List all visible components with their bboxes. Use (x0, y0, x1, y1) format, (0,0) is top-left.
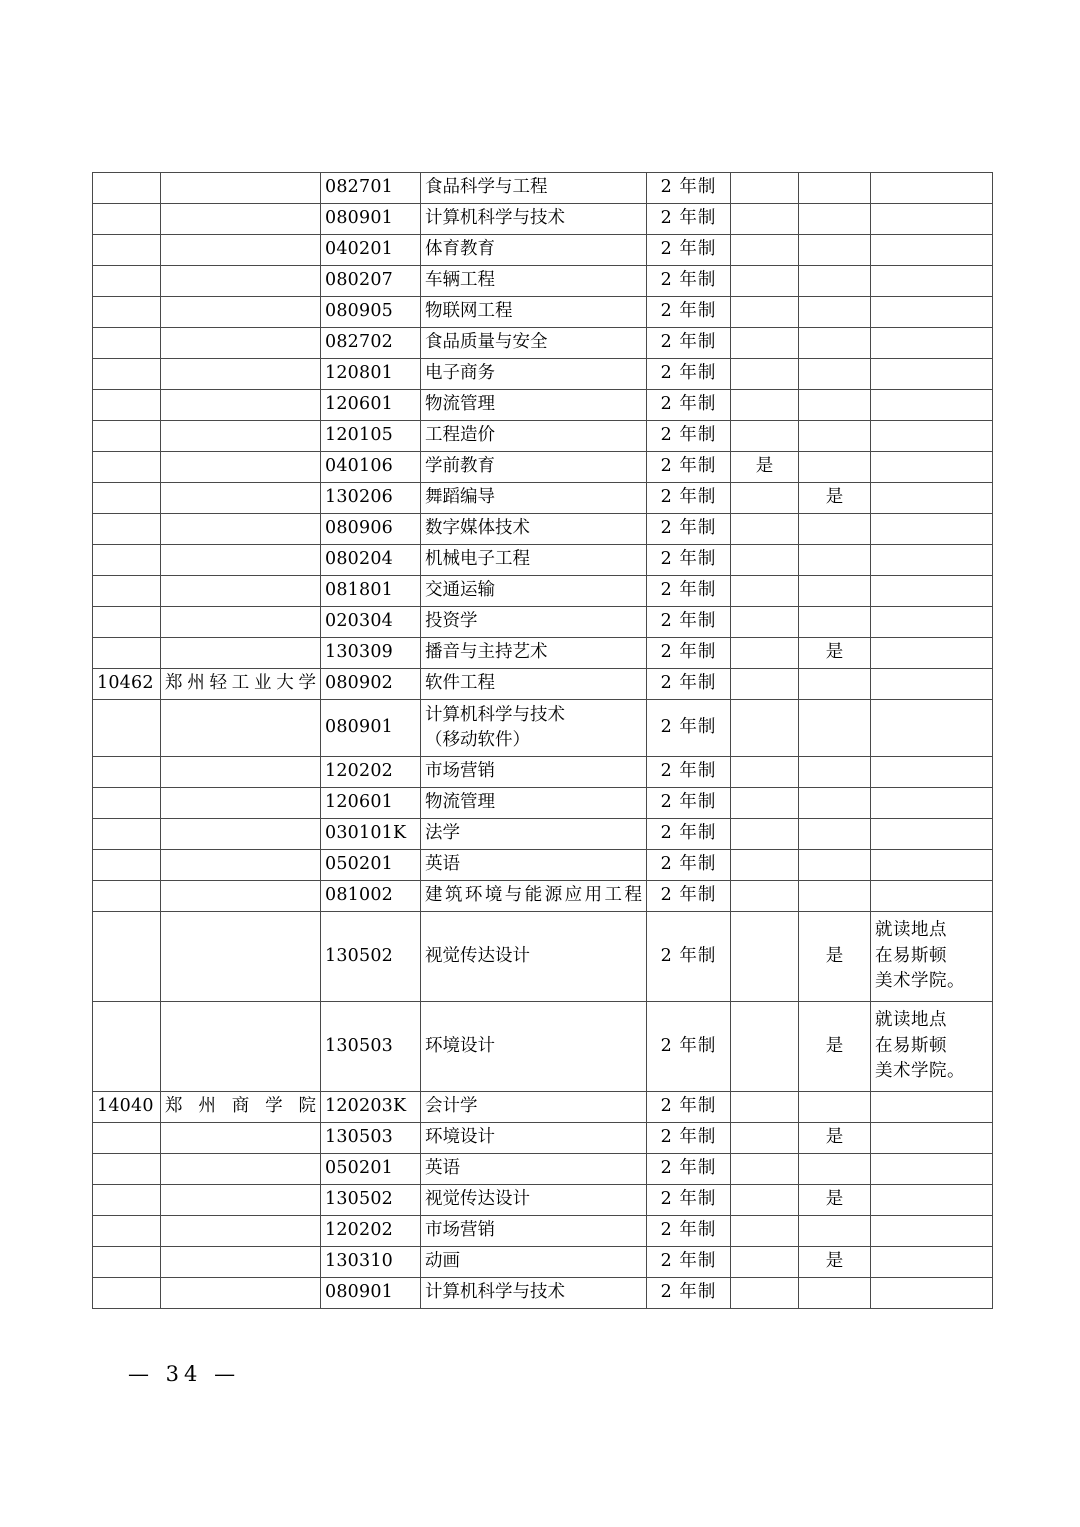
cell-institution-code (93, 514, 161, 545)
cell-art-flag (799, 881, 871, 912)
cell-study-length: 2 年制 (647, 1002, 731, 1092)
cell-remark (871, 235, 993, 266)
cell-normal-flag (731, 757, 799, 788)
table-row (93, 669, 993, 700)
cell-remark (871, 1216, 993, 1247)
cell-institution-code (93, 297, 161, 328)
cell-normal-flag (731, 235, 799, 266)
cell-art-flag (799, 514, 871, 545)
cell-institution-name (161, 390, 321, 421)
cell-remark-line: 就读地点 (875, 1010, 947, 1031)
cell-art-flag (799, 390, 871, 421)
cell-institution-code (93, 452, 161, 483)
cell-institution-name: 郑州商学院 (161, 1092, 321, 1123)
cell-study-length: 2 年制 (647, 1216, 731, 1247)
cell-institution-code (93, 1185, 161, 1216)
cell-institution-code (93, 1123, 161, 1154)
cell-art-flag (799, 1278, 871, 1309)
cell-institution-code (93, 545, 161, 576)
cell-study-length: 2 年制 (647, 850, 731, 881)
table-row (93, 421, 993, 452)
cell-institution-code (93, 359, 161, 390)
table-row (93, 390, 993, 421)
cell-institution-name (161, 545, 321, 576)
cell-institution-code (93, 757, 161, 788)
cell-art-flag (799, 1216, 871, 1247)
cell-major-code: 040201 (321, 235, 421, 266)
cell-major-code: 130503 (321, 1002, 421, 1092)
cell-normal-flag (731, 607, 799, 638)
cell-institution-name (161, 266, 321, 297)
cell-major-name: 软件工程 (421, 669, 647, 700)
cell-remark (871, 390, 993, 421)
cell-major-code: 081801 (321, 576, 421, 607)
cell-major-name: 英语 (421, 850, 647, 881)
cell-normal-flag (731, 1154, 799, 1185)
cell-institution-code (93, 576, 161, 607)
table-row (93, 235, 993, 266)
cell-major-name: 舞蹈编导 (421, 483, 647, 514)
cell-institution-name (161, 359, 321, 390)
cell-institution-code (93, 1154, 161, 1185)
cell-institution-name (161, 1154, 321, 1185)
cell-art-flag (799, 328, 871, 359)
cell-institution-code (93, 390, 161, 421)
cell-major-name: 学前教育 (421, 452, 647, 483)
cell-institution-name (161, 1216, 321, 1247)
cell-study-length: 2 年制 (647, 452, 731, 483)
cell-study-length: 2 年制 (647, 700, 731, 757)
cell-institution-code (93, 1278, 161, 1309)
table-row (93, 700, 993, 757)
cell-institution-code (93, 881, 161, 912)
cell-art-flag (799, 757, 871, 788)
table-row (93, 607, 993, 638)
cell-institution-name (161, 700, 321, 757)
cell-major-name: 英语 (421, 1154, 647, 1185)
cell-major-code: 130503 (321, 1123, 421, 1154)
cell-institution-name (161, 514, 321, 545)
table-row (93, 359, 993, 390)
table-row (93, 1123, 993, 1154)
cell-study-length: 2 年制 (647, 514, 731, 545)
table-row (93, 452, 993, 483)
cell-remark (871, 452, 993, 483)
cell-art-flag (799, 266, 871, 297)
cell-normal-flag (731, 359, 799, 390)
table-row (93, 912, 993, 1002)
cell-study-length: 2 年制 (647, 1247, 731, 1278)
cell-major-name: 会计学 (421, 1092, 647, 1123)
cell-institution-name (161, 328, 321, 359)
table-row (93, 757, 993, 788)
table-row (93, 328, 993, 359)
cell-remark (871, 173, 993, 204)
cell-major-name (421, 700, 647, 757)
cell-institution-code: 10462 (93, 669, 161, 700)
cell-remark (871, 204, 993, 235)
cell-art-flag (799, 204, 871, 235)
cell-normal-flag (731, 1278, 799, 1309)
cell-remark (871, 266, 993, 297)
cell-major-name: 机械电子工程 (421, 545, 647, 576)
cell-study-length: 2 年制 (647, 421, 731, 452)
cell-major-name: 视觉传达设计 (421, 1185, 647, 1216)
cell-institution-name (161, 483, 321, 514)
cell-major-name: 视觉传达设计 (421, 912, 647, 1002)
cell-institution-name (161, 607, 321, 638)
table-row (93, 204, 993, 235)
cell-institution-name (161, 576, 321, 607)
table-row (93, 483, 993, 514)
cell-normal-flag (731, 788, 799, 819)
cell-remark (871, 1278, 993, 1309)
cell-art-flag: 是 (799, 1002, 871, 1092)
cell-institution-name (161, 1002, 321, 1092)
cell-major-code: 120601 (321, 788, 421, 819)
cell-remark (871, 328, 993, 359)
cell-normal-flag: 是 (731, 452, 799, 483)
cell-major-code: 080905 (321, 297, 421, 328)
cell-normal-flag (731, 328, 799, 359)
cell-remark (871, 607, 993, 638)
table-row (93, 1216, 993, 1247)
cell-institution-name (161, 881, 321, 912)
cell-remark (871, 1123, 993, 1154)
cell-institution-code (93, 850, 161, 881)
cell-institution-code (93, 1002, 161, 1092)
cell-institution-code (93, 700, 161, 757)
cell-study-length: 2 年制 (647, 173, 731, 204)
cell-study-length: 2 年制 (647, 912, 731, 1002)
cell-remark (871, 297, 993, 328)
cell-study-length: 2 年制 (647, 297, 731, 328)
cell-remark-line: 就读地点 (875, 920, 947, 941)
cell-major-name: 环境设计 (421, 1123, 647, 1154)
cell-normal-flag (731, 1247, 799, 1278)
cell-study-length: 2 年制 (647, 390, 731, 421)
cell-major-code: 080204 (321, 545, 421, 576)
cell-major-name: 市场营销 (421, 1216, 647, 1247)
cell-normal-flag (731, 1185, 799, 1216)
table-row (93, 545, 993, 576)
cell-institution-name (161, 788, 321, 819)
cell-major-code: 080901 (321, 700, 421, 757)
cell-remark-line: 美术学院。 (875, 971, 965, 992)
cell-normal-flag (731, 483, 799, 514)
cell-study-length: 2 年制 (647, 204, 731, 235)
cell-major-name: 食品质量与安全 (421, 328, 647, 359)
cell-major-code: 082701 (321, 173, 421, 204)
cell-institution-code (93, 788, 161, 819)
cell-normal-flag (731, 576, 799, 607)
cell-major-name-line: （移动软件） (425, 730, 530, 750)
cell-study-length: 2 年制 (647, 359, 731, 390)
cell-study-length: 2 年制 (647, 638, 731, 669)
cell-institution-name (161, 1278, 321, 1309)
cell-study-length: 2 年制 (647, 1185, 731, 1216)
cell-art-flag (799, 669, 871, 700)
table-row (93, 1092, 993, 1123)
cell-art-flag (799, 850, 871, 881)
cell-art-flag (799, 607, 871, 638)
cell-art-flag (799, 819, 871, 850)
cell-major-name: 体育教育 (421, 235, 647, 266)
table-row (93, 1247, 993, 1278)
cell-major-name: 投资学 (421, 607, 647, 638)
cell-normal-flag (731, 912, 799, 1002)
cell-major-code: 080207 (321, 266, 421, 297)
cell-major-name: 工程造价 (421, 421, 647, 452)
cell-art-flag (799, 1092, 871, 1123)
cell-major-name: 物联网工程 (421, 297, 647, 328)
cell-major-code: 050201 (321, 850, 421, 881)
cell-normal-flag (731, 266, 799, 297)
cell-major-code: 130502 (321, 1185, 421, 1216)
cell-art-flag (799, 576, 871, 607)
cell-remark (871, 514, 993, 545)
cell-major-name: 法学 (421, 819, 647, 850)
cell-institution-code: 14040 (93, 1092, 161, 1123)
table-row (93, 1002, 993, 1092)
cell-remark (871, 669, 993, 700)
cell-art-flag: 是 (799, 638, 871, 669)
cell-major-name: 建筑环境与能源应用工程 (421, 881, 647, 912)
cell-normal-flag (731, 204, 799, 235)
cell-institution-name (161, 1185, 321, 1216)
table-row (93, 819, 993, 850)
cell-remark (871, 638, 993, 669)
cell-art-flag: 是 (799, 1247, 871, 1278)
cell-normal-flag (731, 819, 799, 850)
cell-art-flag (799, 788, 871, 819)
cell-institution-code (93, 173, 161, 204)
cell-institution-name (161, 912, 321, 1002)
cell-major-code: 080901 (321, 1278, 421, 1309)
table-row (93, 297, 993, 328)
cell-major-name: 电子商务 (421, 359, 647, 390)
table-row (93, 576, 993, 607)
cell-remark (871, 881, 993, 912)
table-row (93, 173, 993, 204)
cell-remark (871, 1002, 993, 1092)
cell-study-length: 2 年制 (647, 1092, 731, 1123)
cell-major-code: 120601 (321, 390, 421, 421)
cell-institution-code (93, 235, 161, 266)
cell-art-flag: 是 (799, 1185, 871, 1216)
cell-art-flag (799, 235, 871, 266)
cell-institution-code (93, 328, 161, 359)
cell-institution-code (93, 421, 161, 452)
cell-study-length: 2 年制 (647, 545, 731, 576)
cell-institution-name (161, 1123, 321, 1154)
cell-remark-line: 在易斯顿 (875, 945, 947, 966)
cell-major-name: 交通运输 (421, 576, 647, 607)
cell-major-name: 播音与主持艺术 (421, 638, 647, 669)
cell-normal-flag (731, 545, 799, 576)
cell-institution-name (161, 421, 321, 452)
cell-major-code: 130310 (321, 1247, 421, 1278)
program-table (92, 172, 993, 1309)
cell-institution-name (161, 235, 321, 266)
cell-institution-name: 郑州轻工业大学 (161, 669, 321, 700)
cell-art-flag (799, 173, 871, 204)
cell-major-code: 082702 (321, 328, 421, 359)
cell-major-name-line: 计算机科学与技术 (425, 704, 565, 725)
cell-normal-flag (731, 421, 799, 452)
cell-remark (871, 421, 993, 452)
table-row (93, 266, 993, 297)
cell-remark (871, 757, 993, 788)
table-row (93, 1185, 993, 1216)
cell-remark (871, 912, 993, 1002)
cell-normal-flag (731, 1123, 799, 1154)
cell-study-length: 2 年制 (647, 483, 731, 514)
cell-study-length: 2 年制 (647, 266, 731, 297)
table-row (93, 638, 993, 669)
cell-institution-name (161, 1247, 321, 1278)
cell-major-code: 050201 (321, 1154, 421, 1185)
cell-institution-name (161, 819, 321, 850)
cell-study-length: 2 年制 (647, 669, 731, 700)
cell-remark (871, 1154, 993, 1185)
cell-major-code: 081002 (321, 881, 421, 912)
cell-remark (871, 850, 993, 881)
cell-institution-code (93, 638, 161, 669)
cell-remark (871, 700, 993, 757)
cell-major-name: 食品科学与工程 (421, 173, 647, 204)
cell-institution-name (161, 757, 321, 788)
cell-normal-flag (731, 850, 799, 881)
cell-study-length: 2 年制 (647, 607, 731, 638)
cell-study-length: 2 年制 (647, 1154, 731, 1185)
cell-art-flag (799, 297, 871, 328)
cell-normal-flag (731, 700, 799, 757)
cell-normal-flag (731, 1002, 799, 1092)
cell-major-name: 市场营销 (421, 757, 647, 788)
cell-institution-name (161, 452, 321, 483)
table-row (93, 850, 993, 881)
cell-normal-flag (731, 669, 799, 700)
cell-institution-code (93, 204, 161, 235)
cell-remark (871, 1185, 993, 1216)
cell-study-length: 2 年制 (647, 757, 731, 788)
cell-major-name: 计算机科学与技术 (421, 1278, 647, 1309)
cell-normal-flag (731, 514, 799, 545)
cell-institution-code (93, 483, 161, 514)
cell-major-name: 物流管理 (421, 390, 647, 421)
cell-study-length: 2 年制 (647, 881, 731, 912)
cell-major-code: 120801 (321, 359, 421, 390)
cell-normal-flag (731, 297, 799, 328)
cell-study-length: 2 年制 (647, 1123, 731, 1154)
cell-major-code: 130206 (321, 483, 421, 514)
cell-major-code: 120203K (321, 1092, 421, 1123)
cell-major-name: 车辆工程 (421, 266, 647, 297)
cell-normal-flag (731, 1092, 799, 1123)
cell-remark-line: 美术学院。 (875, 1061, 965, 1082)
cell-institution-name (161, 297, 321, 328)
cell-remark (871, 576, 993, 607)
cell-art-flag (799, 545, 871, 576)
cell-normal-flag (731, 1216, 799, 1247)
cell-study-length: 2 年制 (647, 819, 731, 850)
cell-institution-name (161, 204, 321, 235)
cell-normal-flag (731, 638, 799, 669)
cell-normal-flag (731, 390, 799, 421)
cell-institution-name (161, 638, 321, 669)
cell-remark (871, 819, 993, 850)
cell-institution-code (93, 912, 161, 1002)
cell-remark (871, 483, 993, 514)
cell-major-name: 物流管理 (421, 788, 647, 819)
cell-institution-code (93, 607, 161, 638)
cell-institution-code (93, 1247, 161, 1278)
cell-major-name: 计算机科学与技术 (421, 204, 647, 235)
cell-art-flag (799, 421, 871, 452)
cell-major-code: 120202 (321, 757, 421, 788)
cell-major-name: 动画 (421, 1247, 647, 1278)
cell-major-code: 120105 (321, 421, 421, 452)
cell-remark (871, 359, 993, 390)
cell-study-length: 2 年制 (647, 788, 731, 819)
cell-institution-name (161, 173, 321, 204)
cell-major-name: 数字媒体技术 (421, 514, 647, 545)
cell-major-code: 080902 (321, 669, 421, 700)
cell-major-code: 020304 (321, 607, 421, 638)
table-row (93, 514, 993, 545)
table-row (93, 1278, 993, 1309)
cell-study-length: 2 年制 (647, 1278, 731, 1309)
cell-remark (871, 1092, 993, 1123)
cell-study-length: 2 年制 (647, 235, 731, 266)
page-folio: — 34 — (128, 1362, 241, 1386)
table-row (93, 788, 993, 819)
cell-study-length: 2 年制 (647, 576, 731, 607)
cell-remark (871, 788, 993, 819)
cell-art-flag (799, 452, 871, 483)
cell-art-flag: 是 (799, 1123, 871, 1154)
cell-institution-code (93, 266, 161, 297)
cell-major-code: 040106 (321, 452, 421, 483)
cell-major-name: 环境设计 (421, 1002, 647, 1092)
cell-major-code: 080906 (321, 514, 421, 545)
cell-institution-code (93, 1216, 161, 1247)
cell-major-code: 130502 (321, 912, 421, 1002)
table-row (93, 1154, 993, 1185)
cell-art-flag: 是 (799, 912, 871, 1002)
program-table-body (93, 173, 993, 1309)
cell-art-flag (799, 700, 871, 757)
cell-major-code: 120202 (321, 1216, 421, 1247)
cell-major-code: 080901 (321, 204, 421, 235)
cell-institution-name (161, 850, 321, 881)
cell-major-code: 030101K (321, 819, 421, 850)
cell-art-flag: 是 (799, 483, 871, 514)
cell-normal-flag (731, 173, 799, 204)
cell-art-flag (799, 359, 871, 390)
cell-major-code: 130309 (321, 638, 421, 669)
cell-normal-flag (731, 881, 799, 912)
cell-art-flag (799, 1154, 871, 1185)
cell-institution-code (93, 819, 161, 850)
cell-remark-line: 在易斯顿 (875, 1035, 947, 1056)
table-row (93, 881, 993, 912)
cell-remark (871, 1247, 993, 1278)
cell-study-length: 2 年制 (647, 328, 731, 359)
cell-remark (871, 545, 993, 576)
